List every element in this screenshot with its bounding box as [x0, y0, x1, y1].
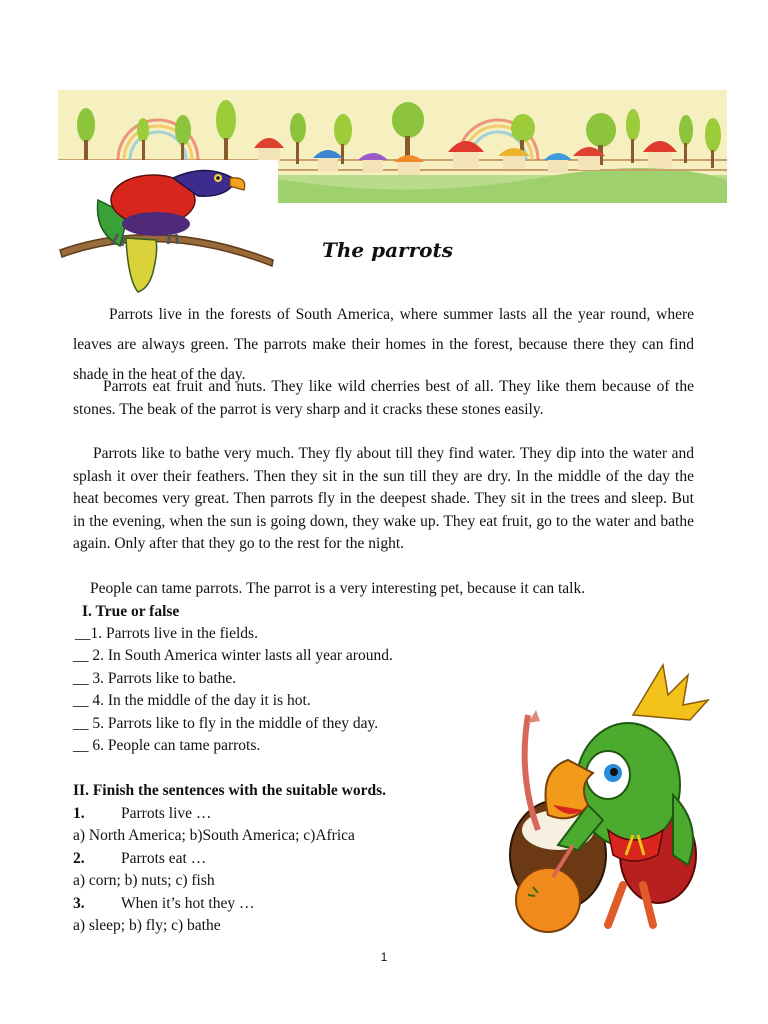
paragraph-3: Parrots like to bathe very much. They fly about till they find water. They dip into the water and splash it over their feathers. Then they sit in the sun till they are dry. In the middle of the day the heat becomes very great. Then parrots fly in the deepest shade. They sit in the trees and sleep. But in the evening, when the sun is going down, they wake up. They eat fruit, go to the water and bathe again. Only after that they go to the rest for the night. [73, 445, 694, 552]
question-stem [73, 848, 206, 871]
question-stem [73, 803, 211, 826]
question-text: When it’s hot they … [121, 895, 255, 912]
question-stem [73, 893, 254, 916]
question-text: Parrots live … [121, 805, 212, 822]
section-heading-true-false: I. True or false [82, 603, 180, 620]
true-false-item: __ 2. In South America winter lasts all year around. [73, 647, 393, 664]
true-false-item: __ 5. Parrots like to fly in the middle of they day. [73, 715, 379, 732]
question-number: 2. [73, 850, 85, 867]
perched-parrot-image [58, 160, 278, 295]
true-false-item: __ 3. Parrots like to bathe. [73, 670, 237, 687]
true-false-item: __ 4. In the middle of the day it is hot. [73, 692, 311, 709]
question-number: 3. [73, 895, 85, 912]
paragraph-4: People can tame parrots. The parrot is a very interesting pet, because it can talk. [90, 580, 586, 597]
question-options: a) corn; b) nuts; c) fish [73, 872, 215, 889]
true-false-item: __ 6. People can tame parrots. [73, 737, 261, 754]
question-options: a) sleep; b) fly; c) bathe [73, 917, 221, 934]
question-text: Parrots eat … [121, 850, 207, 867]
cartoon-parrot-image [458, 655, 752, 950]
question-number: 1. [73, 805, 85, 822]
section-heading-finish-sentences: II. Finish the sentences with the suitable words. [73, 782, 387, 799]
page-title: The parrots [322, 238, 453, 262]
page-number: 1 [380, 950, 388, 964]
true-false-item: __1. Parrots live in the fields. [75, 625, 258, 642]
paragraph-1: Parrots live in the forests of South America, where summer lasts all the year round, where leaves are always green. The parrots make their homes in the forest, because there they can find shade in the heat of the day. [73, 306, 694, 383]
paragraph-2: Parrots eat fruit and nuts. They like wild cherries best of all. They like them because of the stones. The beak of the parrot is very sharp and it cracks these stones easily. [73, 378, 694, 418]
question-options: a) North America; b)South America; c)Africa [73, 827, 355, 844]
